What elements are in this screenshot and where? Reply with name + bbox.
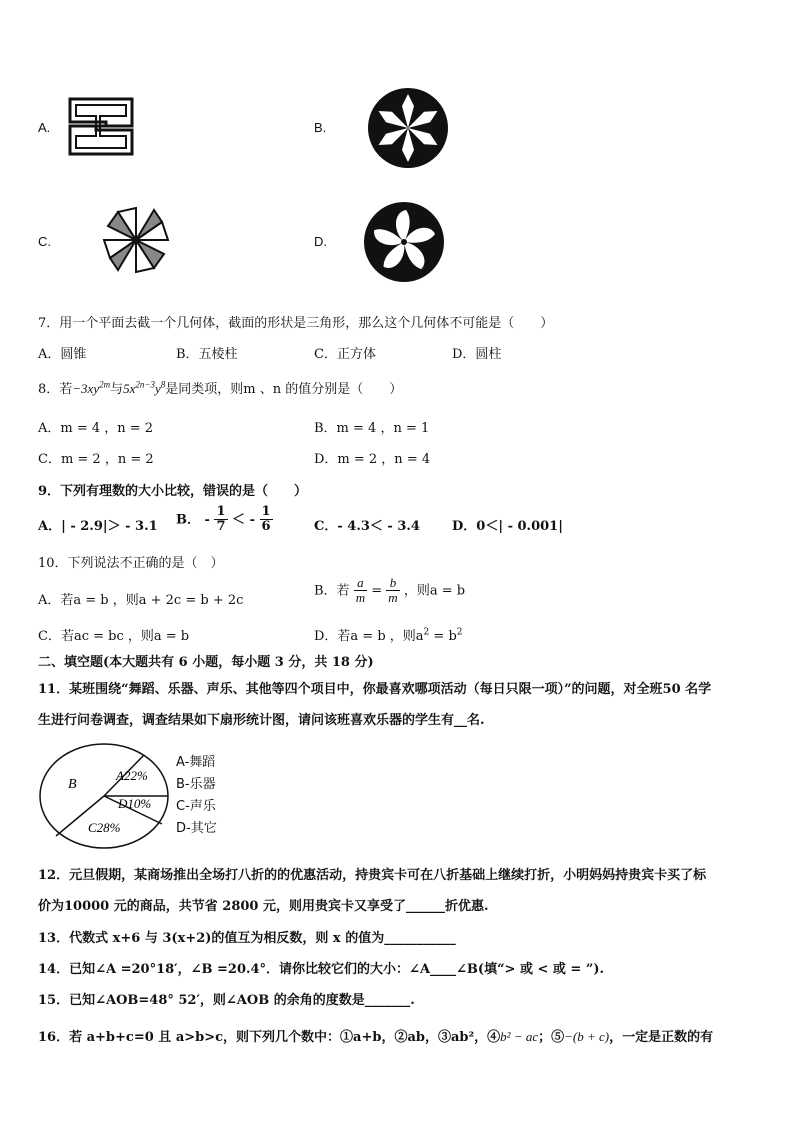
q9-fraction-2-denominator: 6 bbox=[261, 519, 271, 535]
q8-term2a: 5x bbox=[123, 381, 136, 396]
q16-separator: ；⑤ bbox=[538, 1030, 565, 1045]
q12-line-2: 价为10000 元的商品，共节省 2800 元，则用贵宾卡又享受了______折优惠. bbox=[38, 899, 489, 914]
q11-line-1: 11．某班围绕“舞蹈、乐器、声乐、其他等四个项目中，你最喜欢哪项活动（每日只限一项）”的问题，对全班50 名学 bbox=[38, 682, 712, 697]
q7-option-b: B．五棱柱 bbox=[176, 347, 238, 362]
q9-option-c: C．- 4.3＜ - 3.4 bbox=[314, 519, 420, 534]
q8-option-c: C．m = 2 ，n = 2 bbox=[38, 452, 154, 467]
q10-fraction-1-denominator: m bbox=[355, 590, 366, 606]
q7-option-c: C．正方体 bbox=[314, 347, 376, 362]
option-b-label: B. bbox=[314, 120, 327, 135]
q10-option-b-prefix: B．若 bbox=[314, 583, 350, 599]
q9-fraction-1-denominator: 7 bbox=[216, 519, 226, 535]
q10-option-d bbox=[314, 625, 463, 644]
legend-item-b: B-乐器 bbox=[176, 777, 216, 792]
q8-term2b: y bbox=[154, 381, 161, 396]
q8-option-d: D．m = 2 ，n = 4 bbox=[314, 452, 431, 467]
q10-fraction-1-numerator: a bbox=[354, 576, 367, 591]
q7-option-d: D．圆柱 bbox=[452, 347, 502, 362]
q16-expr-4: b² − ac bbox=[500, 1029, 539, 1044]
q11-pie-legend bbox=[176, 751, 217, 839]
q16-suffix: ，一定是正数的有 bbox=[609, 1030, 714, 1045]
q13: 13．代数式 x+6 与 3(x+2)的值互为相反数，则 x 的值为___________ bbox=[38, 931, 456, 946]
figure-a-interlocked-shape bbox=[66, 96, 138, 158]
q12-line-1: 12．元旦假期，某商场推出全场打八折的的优惠活动，持贵宾卡可在八折基础上继续打折，小明妈妈持贵宾卡买了标 bbox=[38, 868, 707, 883]
q10-option-b bbox=[314, 576, 465, 606]
option-c-label: C. bbox=[38, 234, 51, 249]
q10-stem: 10．下列说法不正确的是（ ） bbox=[38, 556, 224, 571]
q9-option-b-lt: ＜ - bbox=[232, 512, 255, 528]
q10-option-c: C．若ac = bc ，则a = b bbox=[38, 629, 190, 644]
q10-fraction-2-numerator: b bbox=[386, 576, 399, 591]
q16-prefix: 16．若 a+b+c=0 且 a>b>c，则下列几个数中：①a+b，②ab，③ab²，④ bbox=[38, 1030, 501, 1045]
q8-term2a-exponent: 2n−3 bbox=[135, 379, 155, 390]
q8-term1-exponent: 2m bbox=[99, 379, 111, 390]
q10-option-d-prefix: D．若a = b ，则a bbox=[314, 629, 424, 644]
q9-fraction-2 bbox=[260, 505, 273, 535]
q8-option-a: A．m = 4 ，n = 2 bbox=[38, 421, 154, 436]
q11-line-2: 生进行问卷调查，调查结果如下扇形统计图，请问该班喜欢乐器的学生有__名. bbox=[38, 713, 485, 728]
q10-option-b-equals: = bbox=[371, 583, 383, 599]
q10-option-b-suffix: ，则a = b bbox=[403, 583, 466, 599]
section-2-heading: 二、填空题(本大题共有 6 小题，每小题 3 分，共 18 分) bbox=[38, 655, 374, 670]
q7-option-a: A．圆锥 bbox=[38, 347, 87, 362]
pie-label-a: A22% bbox=[116, 768, 148, 783]
q10-option-d-exp2: 2 bbox=[456, 627, 463, 638]
figure-d-flower-circle bbox=[362, 200, 446, 284]
legend-item-d: D-其它 bbox=[176, 821, 217, 836]
q16 bbox=[38, 1026, 713, 1045]
figure-c-pinwheel bbox=[98, 204, 174, 276]
q9-option-d: D．0＜| - 0.001| bbox=[452, 519, 563, 534]
q9-stem: 9．下列有理数的大小比较，错误的是（ ） bbox=[38, 484, 308, 499]
pie-label-c: C28% bbox=[88, 820, 121, 835]
q14: 14．已知∠A =20°18′，∠B =20.4°．请你比较它们的大小：∠A____∠B(填“> 或 < 或 = ”). bbox=[38, 962, 605, 977]
q10-fraction-2 bbox=[386, 576, 399, 606]
q9-fraction-1 bbox=[214, 505, 227, 535]
pie-label-d: D10% bbox=[118, 796, 152, 811]
q9-fraction-2-numerator: 1 bbox=[261, 504, 271, 519]
q8-stem bbox=[38, 378, 402, 397]
legend-item-c: C-声乐 bbox=[176, 799, 216, 814]
q10-option-d-exp1: 2 bbox=[423, 627, 430, 638]
q11-pie-chart bbox=[36, 740, 172, 852]
q9-option-b bbox=[176, 505, 273, 535]
q8-option-b: B．m = 4 ，n = 1 bbox=[314, 421, 430, 436]
pie-label-b: B bbox=[68, 777, 77, 792]
legend-item-a: A-舞蹈 bbox=[176, 755, 216, 770]
q16-expr-5: −(b + c) bbox=[564, 1029, 610, 1044]
q7-stem: 7．用一个平面去截一个几何体，截面的形状是三角形，那么这个几何体不可能是（ ） bbox=[38, 316, 554, 331]
q10-option-a: A．若a = b ，则a + 2c = b + 2c bbox=[38, 593, 244, 608]
q8-mid: 与 bbox=[110, 382, 124, 397]
q10-option-d-mid: = b bbox=[429, 629, 457, 644]
q8-term2b-exponent: 8 bbox=[160, 379, 166, 390]
option-a-label: A. bbox=[38, 120, 51, 135]
figure-b-star-circle bbox=[366, 86, 450, 170]
q8-term1: −3xy bbox=[72, 381, 100, 396]
q9-option-b-label: B． bbox=[176, 512, 200, 528]
q8-suffix: 是同类项，则m 、n 的值分别是（ ） bbox=[165, 382, 403, 397]
q10-fraction-1 bbox=[354, 576, 367, 606]
q9-fraction-1-numerator: 1 bbox=[216, 504, 226, 519]
q9-option-a: A．| - 2.9|＞ - 3.1 bbox=[38, 519, 158, 534]
q10-fraction-2-denominator: m bbox=[388, 590, 398, 606]
option-d-label: D. bbox=[314, 234, 327, 249]
q8-prefix: 8．若 bbox=[38, 382, 73, 397]
q9-option-b-neg: - bbox=[204, 512, 210, 528]
q15: 15．已知∠AOB=48° 52′，则∠AOB 的余角的度数是_______. bbox=[38, 993, 415, 1008]
